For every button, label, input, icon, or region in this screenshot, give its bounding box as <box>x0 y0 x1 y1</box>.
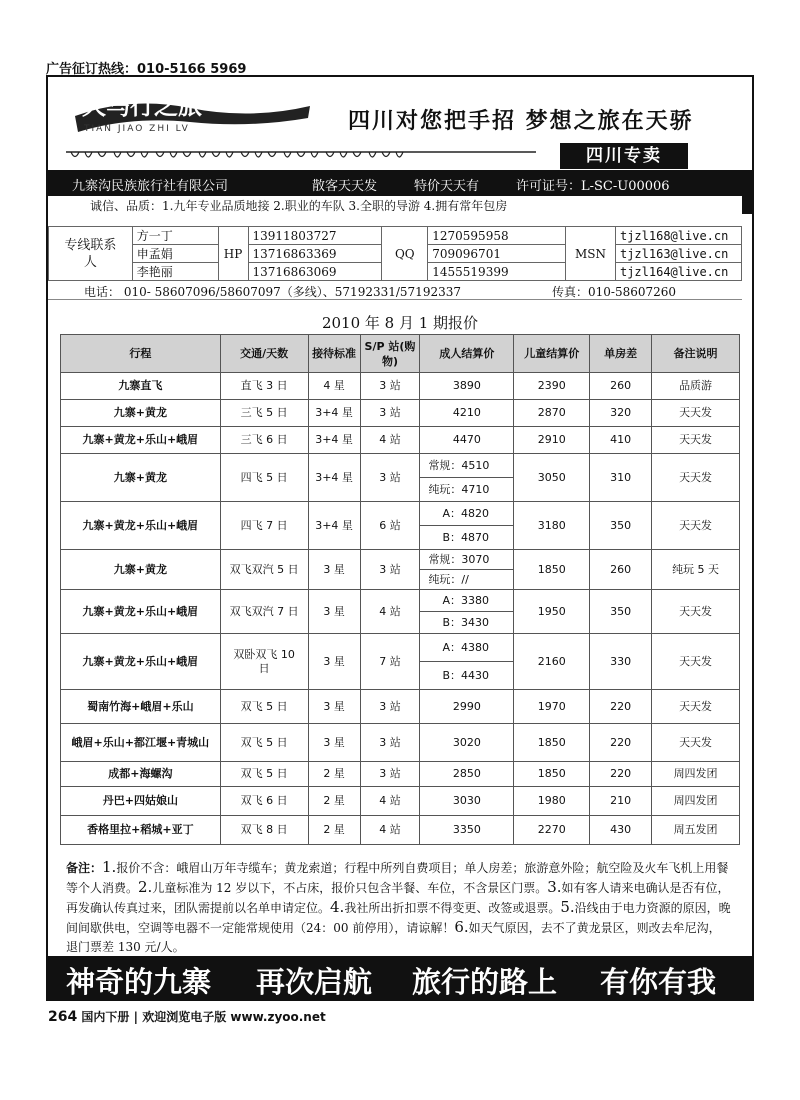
sichuan-specialty-badge: 四川专卖 <box>560 143 688 169</box>
report-title: 2010 年 8 月 1 期报价 <box>321 314 479 332</box>
standard-cell: 3 星 <box>308 690 360 724</box>
table-row <box>61 400 740 427</box>
contact-hp: 13716863369 <box>248 245 382 263</box>
child-price-cell: 1970 <box>514 690 590 724</box>
note-cell: 天天发 <box>652 724 740 762</box>
route-cell: 成都+海螺沟 <box>61 762 221 787</box>
company-features: 诚信、品质：1.九年专业品质地接 2.职业的车队 3.全职的导游 4.拥有常年包房 <box>90 199 508 213</box>
stations-cell: 3 站 <box>360 400 420 427</box>
company-band <box>48 170 742 196</box>
note-cell: 周四发团 <box>652 787 740 816</box>
ad-hotline: 广告征订热线：010-5166 5969 <box>46 62 247 77</box>
adult-price-cell: 2990 <box>420 690 514 724</box>
transport-cell: 四飞 7 日 <box>220 502 308 550</box>
phone-fax-row <box>48 280 742 300</box>
adult-price-cell-b: B：4430 <box>420 662 514 690</box>
stations-cell: 3 站 <box>360 724 420 762</box>
stations-cell: 3 站 <box>360 690 420 724</box>
route-cell: 九寨+黄龙+乐山+峨眉 <box>61 427 221 454</box>
adult-price-cell-a: 常规：4510 <box>420 454 514 478</box>
adult-price-cell-a: A：4380 <box>420 634 514 662</box>
logo-text: 天马行之旅 <box>82 91 202 120</box>
table-header-row <box>61 335 740 373</box>
transport-cell: 三飞 6 日 <box>220 427 308 454</box>
adult-price-cell-a: A：4820 <box>420 502 514 526</box>
single-supplement-cell: 430 <box>590 816 652 845</box>
adult-price-cell: 4470 <box>420 427 514 454</box>
table-row <box>61 590 740 612</box>
transport-cell: 双飞 5 日 <box>220 690 308 724</box>
transport-cell: 直飞 3 日 <box>220 373 308 400</box>
stations-cell: 4 站 <box>360 427 420 454</box>
transport-cell: 双飞 5 日 <box>220 762 308 787</box>
child-price-cell: 2870 <box>514 400 590 427</box>
table-row <box>61 373 740 400</box>
note-cell: 天天发 <box>652 690 740 724</box>
note-cell: 天天发 <box>652 427 740 454</box>
single-supplement-cell: 260 <box>590 373 652 400</box>
single-supplement-cell: 220 <box>590 690 652 724</box>
note-1: 报价不含：峨眉山万年寺缆车；黄龙索道；行程中所列自费项目；单人房差；旅游意外险；航空险及火车飞机上用餐等个人消费。 <box>66 861 729 895</box>
note-3: 如有客人请来电确认是否有位，再发确认传真过来，团队需提前以名单申请定位。 <box>66 881 730 915</box>
note-cell: 天天发 <box>652 454 740 502</box>
table-row <box>61 816 740 845</box>
stations-cell: 3 站 <box>360 454 420 502</box>
transport-cell: 双飞双汽 5 日 <box>220 550 308 590</box>
route-cell: 九寨+黄龙+乐山+峨眉 <box>61 502 221 550</box>
note-cell: 天天发 <box>652 400 740 427</box>
route-cell: 九寨+黄龙+乐山+峨眉 <box>61 590 221 634</box>
child-price-cell: 3050 <box>514 454 590 502</box>
header-stations: S/P 站(购物) <box>360 335 420 373</box>
logo-subtitle: TIAN JIAO ZHI LV <box>84 124 190 134</box>
contact-name: 申孟娟 <box>132 245 218 263</box>
header-child-price: 儿童结算价 <box>514 335 590 373</box>
adult-price-cell: 4210 <box>420 400 514 427</box>
single-supplement-cell: 410 <box>590 427 652 454</box>
msn-label: MSN <box>566 227 616 281</box>
route-cell: 香格里拉+稻城+亚丁 <box>61 816 221 845</box>
note-cell: 纯玩 5 天 <box>652 550 740 590</box>
band-edge-block <box>742 170 752 214</box>
tagline-daily: 散客天天发 <box>312 179 378 194</box>
note-2: 儿童标准为 12 岁以下，不占床，报价只包含半餐、车位，不含景区门票。 <box>152 881 548 895</box>
header-adult-price: 成人结算价 <box>420 335 514 373</box>
transport-cell: 三飞 5 日 <box>220 400 308 427</box>
browse-text: 欢迎浏览电子版 <box>142 1010 227 1024</box>
slogan-2: 再次启航 <box>256 965 373 999</box>
adult-price-cell-a: A：3380 <box>420 590 514 612</box>
contact-msn: tjzl164@live.cn <box>615 263 741 281</box>
transport-cell: 双飞双汽 7 日 <box>220 590 308 634</box>
adult-price-cell-b: 纯玩：// <box>420 570 514 590</box>
contact-label: 专线联系人 <box>49 227 133 281</box>
child-price-cell: 2390 <box>514 373 590 400</box>
company-name: 九寨沟民族旅行社有限公司 <box>72 179 229 194</box>
contact-qq: 1455519399 <box>428 263 566 281</box>
page-footer <box>48 1008 326 1025</box>
route-cell: 峨眉+乐山+都江堰+青城山 <box>61 724 221 762</box>
contact-qq: 1270595958 <box>428 227 566 245</box>
price-table <box>60 334 740 845</box>
contact-msn: tjzl168@live.cn <box>615 227 741 245</box>
note-number: 4. <box>330 898 345 916</box>
phone-numbers: 电话： 010- 58607096/58607097（多线）、57192331/57192337 <box>84 285 461 299</box>
table-row <box>61 550 740 570</box>
transport-cell: 双飞 6 日 <box>220 787 308 816</box>
table-row <box>61 762 740 787</box>
single-supplement-cell: 350 <box>590 502 652 550</box>
fax-number: 传真：010-58607260 <box>552 285 677 299</box>
note-cell: 天天发 <box>652 634 740 690</box>
header-transport: 交通/天数 <box>220 335 308 373</box>
slogan-4: 有你有我 <box>600 965 717 999</box>
slogan-1: 神奇的九寨 <box>66 965 212 999</box>
adult-price-cell-b: B：3430 <box>420 612 514 634</box>
stations-cell: 6 站 <box>360 502 420 550</box>
note-cell: 天天发 <box>652 502 740 550</box>
remarks-section <box>66 858 732 957</box>
page-number: 264 <box>48 1009 78 1025</box>
transport-cell: 双飞 8 日 <box>220 816 308 845</box>
child-price-cell: 1980 <box>514 787 590 816</box>
note-number: 3. <box>547 878 562 896</box>
slogan-3: 旅行的路上 <box>412 965 558 999</box>
note-number: 6. <box>454 918 469 936</box>
adult-price-cell: 3020 <box>420 724 514 762</box>
adult-price-cell-b: 纯玩：4710 <box>420 478 514 502</box>
child-price-cell: 1850 <box>514 550 590 590</box>
child-price-cell: 1850 <box>514 762 590 787</box>
stations-cell: 3 站 <box>360 550 420 590</box>
single-supplement-cell: 210 <box>590 787 652 816</box>
contact-hp: 13716863069 <box>248 263 382 281</box>
bottom-slogan-band <box>48 956 752 1000</box>
remarks-label: 备注： <box>66 861 103 875</box>
route-cell: 九寨+黄龙 <box>61 400 221 427</box>
transport-cell: 四飞 5 日 <box>220 454 308 502</box>
adult-price-cell: 3890 <box>420 373 514 400</box>
contact-name: 李艳丽 <box>132 263 218 281</box>
note-cell: 品质游 <box>652 373 740 400</box>
header-standard: 接待标准 <box>308 335 360 373</box>
header-slogan: 四川对您把手招 梦想之旅在天骄 <box>348 108 694 134</box>
qq-label: QQ <box>382 227 428 281</box>
note-5: 沿线由于电力资源的原因，晚间间歇供电，空调等电器不一定能常规使用（24：00 前停用），请谅解！ <box>66 901 731 935</box>
contact-qq: 709096701 <box>428 245 566 263</box>
note-number: 5. <box>560 898 575 916</box>
header-route: 行程 <box>61 335 221 373</box>
stations-cell: 4 站 <box>360 787 420 816</box>
route-cell: 丹巴+四姑娘山 <box>61 787 221 816</box>
single-supplement-cell: 220 <box>590 762 652 787</box>
table-row <box>61 427 740 454</box>
standard-cell: 3 星 <box>308 724 360 762</box>
route-cell: 九寨+黄龙 <box>61 454 221 502</box>
footer-divider: | <box>133 1010 139 1024</box>
table-row <box>61 724 740 762</box>
table-row <box>61 690 740 724</box>
note-6: 如天气原因，去不了黄龙景区，则改去牟尼沟，退门票差 130 元/人。 <box>66 921 721 954</box>
note-4: 我社所出折扣票不得变更、改签或退票。 <box>344 901 561 915</box>
adult-price-cell-b: B：4870 <box>420 526 514 550</box>
adult-price-cell: 3350 <box>420 816 514 845</box>
stations-cell: 3 站 <box>360 762 420 787</box>
child-price-cell: 1950 <box>514 590 590 634</box>
adult-price-cell: 3030 <box>420 787 514 816</box>
route-cell: 九寨直飞 <box>61 373 221 400</box>
tagline-special: 特价天天有 <box>414 179 480 194</box>
child-price-cell: 2160 <box>514 634 590 690</box>
child-price-cell: 2270 <box>514 816 590 845</box>
stations-cell: 4 站 <box>360 816 420 845</box>
standard-cell: 4 星 <box>308 373 360 400</box>
child-price-cell: 2910 <box>514 427 590 454</box>
standard-cell: 3+4 星 <box>308 454 360 502</box>
table-row <box>61 787 740 816</box>
transport-cell: 双卧双飞 10 日 <box>220 634 308 690</box>
standard-cell: 3 星 <box>308 634 360 690</box>
stations-cell: 7 站 <box>360 634 420 690</box>
single-supplement-cell: 260 <box>590 550 652 590</box>
hp-label: HP <box>218 227 248 281</box>
table-row <box>61 454 740 478</box>
single-supplement-cell: 350 <box>590 590 652 634</box>
standard-cell: 3 星 <box>308 590 360 634</box>
standard-cell: 2 星 <box>308 787 360 816</box>
header-single-supplement: 单房差 <box>590 335 652 373</box>
contact-hp: 13911803727 <box>248 227 382 245</box>
standard-cell: 3 星 <box>308 550 360 590</box>
child-price-cell: 1850 <box>514 724 590 762</box>
route-cell: 蜀南竹海+峨眉+乐山 <box>61 690 221 724</box>
single-supplement-cell: 220 <box>590 724 652 762</box>
table-row <box>61 502 740 526</box>
single-supplement-cell: 320 <box>590 400 652 427</box>
stations-cell: 3 站 <box>360 373 420 400</box>
single-supplement-cell: 310 <box>590 454 652 502</box>
standard-cell: 3+4 星 <box>308 400 360 427</box>
contact-table <box>48 226 742 281</box>
standard-cell: 2 星 <box>308 816 360 845</box>
adult-price-cell-a: 常规：3070 <box>420 550 514 570</box>
route-cell: 九寨+黄龙 <box>61 550 221 590</box>
website-link[interactable]: www.zyoo.net <box>230 1010 326 1024</box>
tibetan-script-decoration-icon <box>66 148 536 164</box>
stations-cell: 4 站 <box>360 590 420 634</box>
header-notes: 备注说明 <box>652 335 740 373</box>
transport-cell: 双飞 5 日 <box>220 724 308 762</box>
standard-cell: 2 星 <box>308 762 360 787</box>
note-number: 2. <box>138 878 153 896</box>
table-row <box>61 634 740 662</box>
note-number: 1. <box>102 858 117 876</box>
contact-msn: tjzl163@live.cn <box>615 245 741 263</box>
standard-cell: 3+4 星 <box>308 502 360 550</box>
contact-name: 方一丁 <box>132 227 218 245</box>
section-name: 国内下册 <box>81 1010 130 1024</box>
child-price-cell: 3180 <box>514 502 590 550</box>
route-cell: 九寨+黄龙+乐山+峨眉 <box>61 634 221 690</box>
adult-price-cell: 2850 <box>420 762 514 787</box>
standard-cell: 3+4 星 <box>308 427 360 454</box>
license-number: 许可证号：L-SC-U00006 <box>516 179 670 194</box>
single-supplement-cell: 330 <box>590 634 652 690</box>
note-cell: 周四发团 <box>652 762 740 787</box>
note-cell: 天天发 <box>652 590 740 634</box>
note-cell: 周五发团 <box>652 816 740 845</box>
